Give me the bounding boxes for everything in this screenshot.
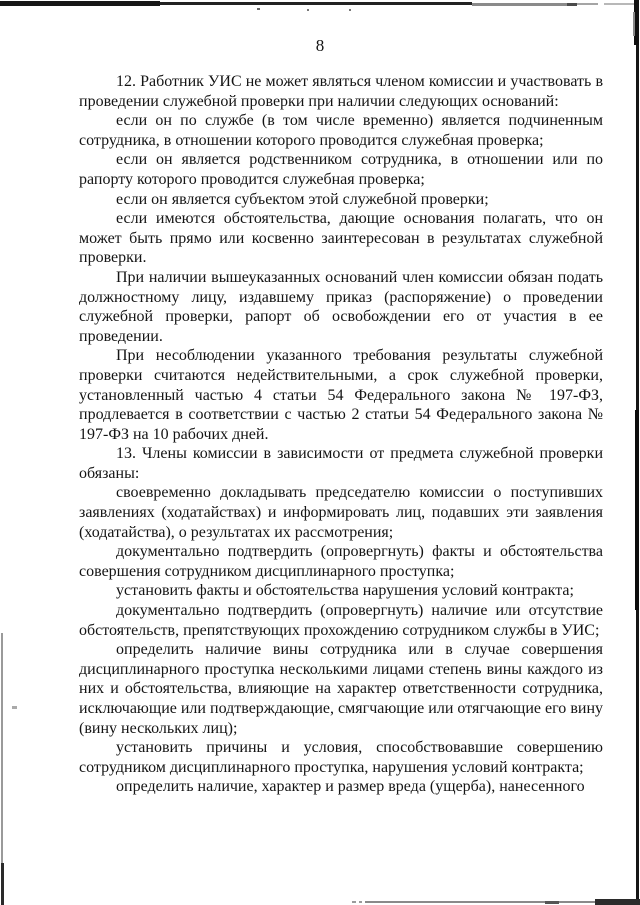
scan-border-top — [604, 3, 634, 5]
paragraph: если он по службе (в том числе временно) является подчиненным сотрудника, в отношении которого проводится служебная проверка; — [79, 112, 603, 149]
paragraph: 12. Работник УИС не может являться членом комиссии и участвовать в проведении служебной проверки при наличии следующих оснований: — [79, 73, 603, 110]
paragraph: При несоблюдении указанного требования результаты служебной проверки считаются недействительными, а срок служебной проверки, установленный частью 4 статьи 54 Федерального закона № 197-ФЗ, продлевается в соответствии с частью 2 статьи 54 Федерального закона № 197-ФЗ на 10 рабочих дней. — [79, 347, 603, 443]
paragraph: если он является родственником сотрудника, в отношении или по рапорту которого проводится служебная проверка; — [79, 151, 603, 188]
paragraph: определить наличие, характер и размер вреда (ущерба), нанесенного — [116, 778, 585, 796]
paragraph: установить факты и обстоятельства нарушения условий контракта; — [116, 582, 574, 600]
paragraph: если он является субъектом этой служебной проверки; — [116, 190, 489, 208]
paragraph: 13. Члены комиссии в зависимости от предмета служебной проверки обязаны: — [79, 445, 603, 482]
paragraph: если имеются обстоятельства, дающие основания полагать, что он может быть прямо или косвенно заинтересован в результатах служебной проверки. — [79, 210, 603, 267]
scan-border-right — [635, 410, 639, 610]
scan-border-top — [160, 2, 472, 5]
scan-border-left — [1, 863, 4, 905]
paragraph: установить причины и условия, способствовавшие совершению сотрудником дисциплинарного проступка, нарушения условий контракта; — [79, 739, 603, 776]
paragraph: При наличии вышеуказанных оснований член комиссии обязан подать должностному лицу, издавшему приказ (распоряжение) о проведении служебной проверки, рапорт об освобождении его от участия в ее проведении. — [79, 268, 603, 345]
paragraph: своевременно докладывать председателю комиссии о поступивших заявлениях (ходатайствах) и информировать лиц, подавших эти заявления (ходатайства), о результатах их рассмотрения; — [79, 484, 603, 541]
scan-border-top — [577, 3, 598, 5]
scan-border-right — [633, 12, 635, 36]
scan-border-top — [472, 3, 567, 6]
paragraph: документально подтвердить (опровергнуть) наличие или отсутствие обстоятельств, препятствующих прохождению сотрудником службы в УИС; — [79, 602, 603, 639]
scan-border-top — [567, 3, 577, 6]
paragraph: определить наличие вины сотрудника или в случае совершения дисциплинарного проступка несколькими лицами степень вины каждого из них и обстоятельства, влияющие на характер ответственности сотрудника, исключающие или подтверждающие, смягчающие или отягчающие его вину (вину нескольких лиц); — [79, 641, 603, 737]
scan-speck — [352, 901, 356, 903]
scan-speck — [12, 706, 17, 709]
scan-speck — [307, 9, 309, 11]
document-body — [79, 72, 603, 797]
scan-speck — [349, 9, 351, 11]
scan-speck — [257, 8, 260, 10]
scan-border-bottom — [595, 899, 640, 905]
paragraph: документально подтвердить (опровергнуть) факты и обстоятельства совершения сотрудником дисциплинарного проступка; — [79, 543, 603, 580]
scan-border-top — [0, 1, 160, 6]
scan-border-bottom — [545, 901, 559, 904]
page-number: 8 — [315, 36, 325, 55]
scan-speck — [359, 901, 362, 903]
